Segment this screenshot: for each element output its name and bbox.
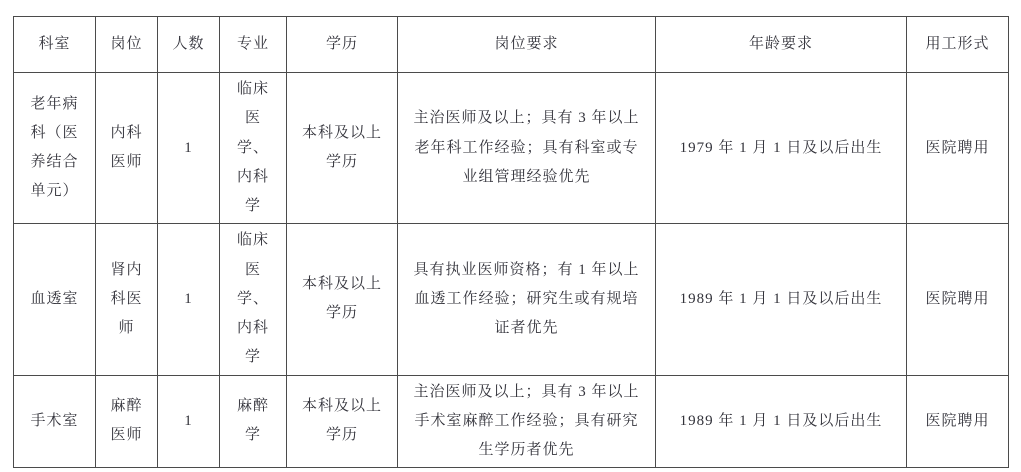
table-header-row	[14, 17, 1009, 73]
cell-requirements: 具有执业医师资格；有 1 年以上血透工作经验；研究生或有规培证者优先	[398, 224, 656, 375]
cell-major: 临床医学、内科学	[220, 224, 287, 375]
recruitment-table	[13, 16, 1009, 468]
cell-education: 本科及以上学历	[287, 375, 398, 468]
cell-position: 内科医师	[96, 73, 158, 224]
header-major: 专业	[220, 17, 287, 73]
cell-count: 1	[158, 375, 220, 468]
cell-count: 1	[158, 73, 220, 224]
header-department: 科室	[14, 17, 96, 73]
cell-requirements: 主治医师及以上；具有 3 年以上老年科工作经验；具有科室或专业组管理经验优先	[398, 73, 656, 224]
cell-age: 1989 年 1 月 1 日及以后出生	[656, 224, 907, 375]
header-education: 学历	[287, 17, 398, 73]
cell-department: 老年病科（医养结合单元）	[14, 73, 96, 224]
cell-age: 1979 年 1 月 1 日及以后出生	[656, 73, 907, 224]
cell-department: 血透室	[14, 224, 96, 375]
header-count: 人数	[158, 17, 220, 73]
cell-position: 麻醉医师	[96, 375, 158, 468]
cell-employment: 医院聘用	[907, 73, 1009, 224]
cell-position: 肾内科医师	[96, 224, 158, 375]
header-requirements: 岗位要求	[398, 17, 656, 73]
cell-education: 本科及以上学历	[287, 73, 398, 224]
cell-employment: 医院聘用	[907, 224, 1009, 375]
header-age: 年龄要求	[656, 17, 907, 73]
cell-age: 1989 年 1 月 1 日及以后出生	[656, 375, 907, 468]
table-row	[14, 375, 1009, 468]
cell-count: 1	[158, 224, 220, 375]
cell-department: 手术室	[14, 375, 96, 468]
cell-major: 临床医学、内科学	[220, 73, 287, 224]
header-position: 岗位	[96, 17, 158, 73]
cell-requirements: 主治医师及以上；具有 3 年以上手术室麻醉工作经验；具有研究生学历者优先	[398, 375, 656, 468]
cell-major: 麻醉学	[220, 375, 287, 468]
cell-employment: 医院聘用	[907, 375, 1009, 468]
table-row	[14, 224, 1009, 375]
recruitment-table-container	[13, 16, 1009, 468]
table-row	[14, 73, 1009, 224]
cell-education: 本科及以上学历	[287, 224, 398, 375]
header-employment: 用工形式	[907, 17, 1009, 73]
